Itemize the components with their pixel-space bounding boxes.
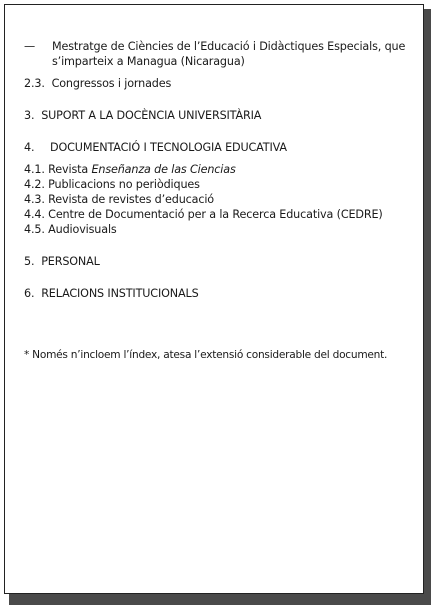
item-text: Centre de Documentació per a la Recerca Educativa (CEDRE) [48, 208, 383, 221]
item-number: 4.1. [24, 163, 45, 176]
list-item [24, 222, 416, 237]
item-text: Revista [48, 163, 92, 176]
list-item-master-program [24, 39, 416, 69]
section-number: 4. [24, 141, 35, 154]
list-item-line-1: Mestratge de Ciències de l’Educació i Didàctiques Especials, que [52, 40, 406, 53]
page-content [24, 39, 416, 363]
section-number: 6. [24, 287, 35, 300]
document-page [4, 4, 424, 594]
section-number: 5. [24, 255, 35, 268]
item-number: 4.4. [24, 208, 45, 221]
item-text: Audiovisuals [48, 223, 117, 236]
section-4-list [24, 162, 416, 237]
item-number: 4.5. [24, 223, 45, 236]
list-item [24, 192, 416, 207]
list-item [24, 177, 416, 192]
list-item [24, 162, 416, 177]
list-item [24, 207, 416, 222]
item-2-3 [24, 76, 416, 91]
item-label: Congressos i jornades [51, 77, 172, 90]
section-5-heading [24, 254, 416, 269]
item-number: 4.2. [24, 178, 45, 191]
item-text: Publicacions no periòdiques [48, 178, 200, 191]
section-3-heading [24, 108, 416, 123]
list-item-line-2: s’imparteix a Managua (Nicaragua) [52, 55, 245, 68]
item-number: 2.3. [24, 77, 45, 90]
dash-marker: — [24, 40, 36, 53]
item-italic-title: Enseñanza de las Ciencias [91, 163, 236, 176]
list-item-text [52, 39, 416, 69]
footnote: * Només n’incloem l’índex, atesa l’extensió considerable del document. [24, 349, 388, 361]
section-number: 3. [24, 109, 35, 122]
item-text: Revista de revistes d’educació [48, 193, 214, 206]
section-label: DOCUMENTACIÓ I TECNOLOGIA EDUCATIVA [50, 141, 287, 154]
section-6-heading [24, 286, 416, 301]
section-label: RELACIONS INSTITUCIONALS [41, 287, 199, 300]
item-number: 4.3. [24, 193, 45, 206]
section-4-heading [24, 140, 416, 155]
section-label: SUPORT A LA DOCÈNCIA UNIVERSITÀRIA [41, 109, 262, 122]
section-label: PERSONAL [41, 255, 100, 268]
